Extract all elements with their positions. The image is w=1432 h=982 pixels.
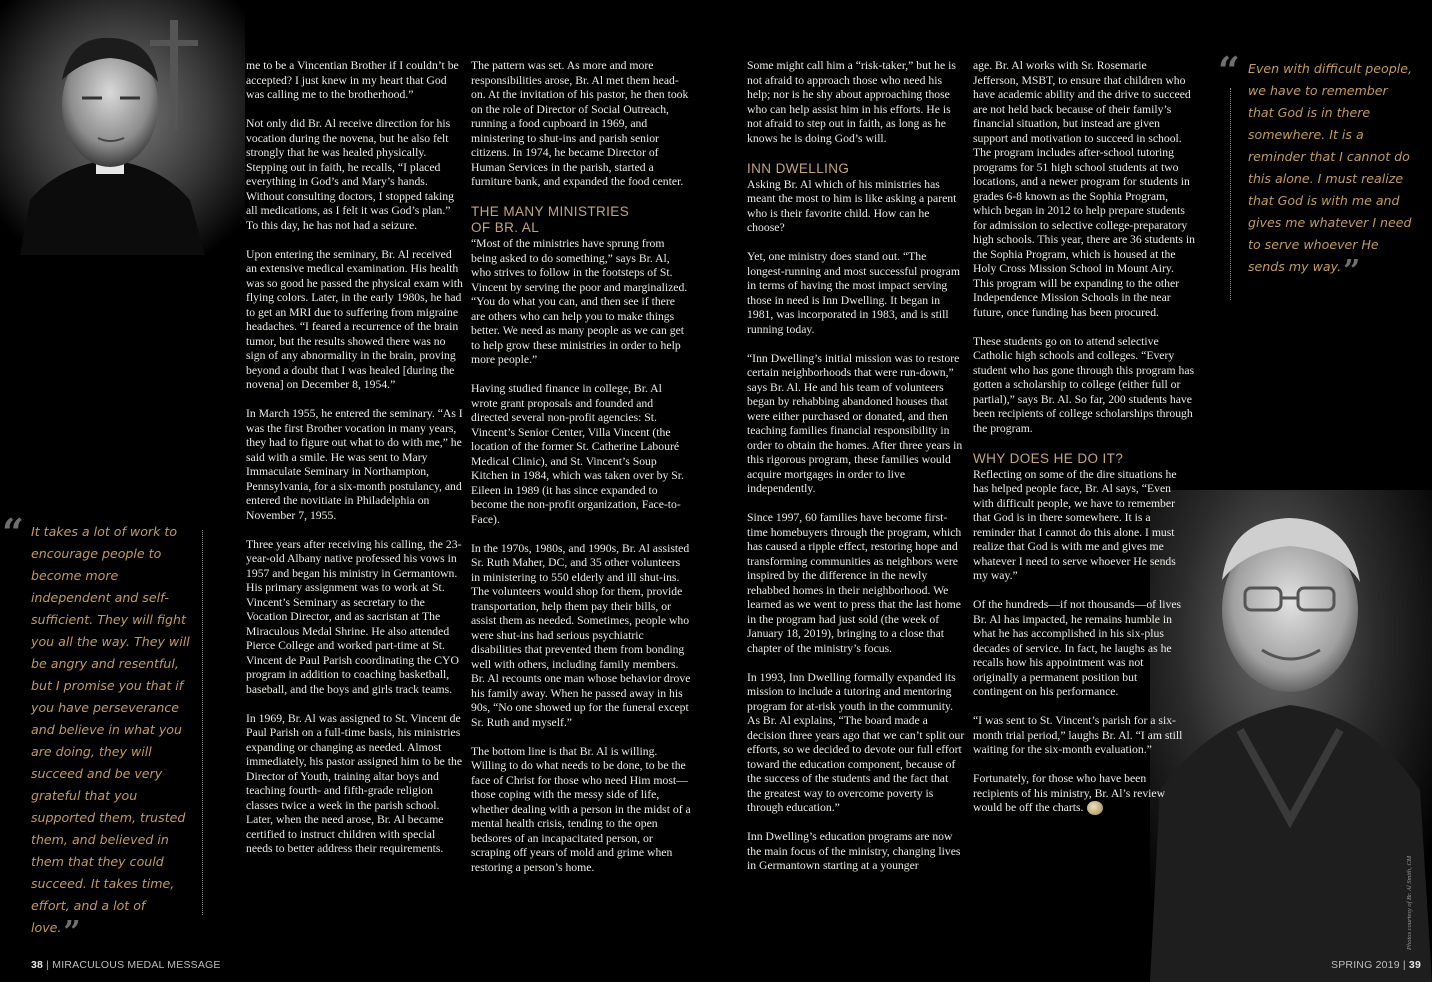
closing-paragraph: Fortunately, for those who have been recipients of his ministry, Br. Al’s review would be off the charts. [973, 772, 1166, 814]
paragraph: age. Br. Al works with Sr. Rosemarie Jefferson, MSBT, to ensure that children who have academic ability and the drive to succeed are not held back because of their family’s financial situation, but instead are given support and motivation to succeed in school. The program includes after-school tutoring programs for 51 high school students at two locations, and a newer program for students in grades 6-8 known as the Sophia Program, which began in 2012 to help prepare students for admission to selective college-preparatory high schools. This year, there are 36 students in the Sophia Program, which is housed at the Holy Cross Mission School in Mount Airy. This program will be expanding to the other Independence Mission Schools in the near future, once funding has been procured. [973, 59, 1195, 319]
footer-right [1331, 959, 1421, 971]
close-quote-mark-left: ” [63, 915, 81, 950]
paragraph: Inn Dwelling’s education programs are now the main focus of the ministry, changing lives in Germantown starting at a younger [747, 830, 961, 872]
paragraph: Yet, one ministry does stand out. “The longest-running and most successful program in terms of having the most impact serving those in need is Inn Dwelling. It began in 1981, was incorporated in 1983, and is still running today. [747, 250, 960, 336]
footer-separator: | [46, 959, 53, 971]
paragraph: Asking Br. Al which of his ministries has meant the most to him is like asking a parent who is their favorite child. How can he choose? [747, 177, 957, 234]
pull-quote-right-text: Even with difficult people, we have to remember that God is in there somewhere. It is a reminder that I cannot do this alone. I must realize that God is with me and gives me whatever I need to serve whoever He sends my way. [1248, 61, 1412, 274]
paragraph: Three years after receiving his calling, the 23-year-old Albany native professed his vows in 1957 and began his ministry in Germantown. His primary assignment was to work at St. Vincent’s Seminary as secretary to the Vocation Director, and as sacristan at The Miraculous Medal Shrine. He also attended Pierce College and worked part-time at St. Vincent de Paul Parish coordinating the CYO program in addition to coaching basketball, baseball, and the boys and girls track teams. [246, 537, 462, 696]
paragraph: “Most of the ministries have sprung from being asked to do something,” says Br. Al, who strives to follow in the footsteps of St. Vincent by serving the poor and marginalized. “You do what you can, and then see if there are others who can help you to make things better. We need as many people as we can get to help grow these ministries in order to help more people.” [471, 237, 688, 366]
footer-separator: | [1402, 959, 1409, 971]
paragraph: In 1993, Inn Dwelling formally expanded its mission to include a tutoring and mentoring program for at-risk youth in the community. As Br. Al explains, “The board made a decision three years ago that we can’t split our efforts, so we decided to devote our full effort toward the education component, because of the success of the students and the fact that the greatest way to overcome poverty is through education.” [747, 670, 965, 814]
footer-left [31, 959, 221, 971]
end-mark-icon [1087, 801, 1103, 815]
close-quote-mark-right: ” [1343, 254, 1361, 289]
paragraph: Of the hundreds—if not thousands—of lives Br. Al has impacted, he remains humble in what he has accomplished in his six-plus decades of service. In fact, he laughs as he recalls how his appointment was not originally a permanent position but contingent on his performance. [973, 598, 1182, 698]
section-heading-inn-dwelling: INN DWELLING [747, 160, 850, 176]
paragraph [973, 772, 1173, 816]
paragraph: In 1969, Br. Al was assigned to St. Vincent de Paul Parish on a full-time basis, his ministries expanding or changing as needed. Almost immediately, his pastor assigned him to be the Director of Youth, training altar boys and teaching fourth- and fifth-grade religion classes twice a week in the parish school. Later, when the need arose, Br. Al became certified to instruct children with special needs to better address their requirements. [246, 711, 463, 855]
issue-label: SPRING 2019 [1331, 959, 1400, 971]
open-quote-mark-left: “ [2, 510, 24, 555]
publication-title: MIRACULOUS MEDAL MESSAGE [52, 959, 221, 971]
paragraph: Upon entering the seminary, Br. Al received an extensive medical examination. His health was so good he passed the physical exam with flying colors. Later, in the early 1980s, he had to get an MRI due to suffering from migraine headaches. “I feared a recurrence of the brain tumor, but the results showed there was no sign of any abnormality in the brain, proving beyond a doubt that I was healed [during the novena] on December 8, 1954.” [246, 247, 463, 391]
paragraph: In the 1970s, 1980s, and 1990s, Br. Al assisted Sr. Ruth Maher, DC, and 35 other volunteers in ministering to 550 elderly and ill shut-ins. The volunteers would shop for them, provide transportation, help them pay their bills, or assist them as needed. Sometimes, people who were shut-ins had serious psychiatric disabilities that prevented them from bonding well with others, including family members. Br. Al recounts one man whose behavior drove his family away. When he passed away in his 90s, “No one showed up for the funeral except Sr. Ruth and myself.” [471, 541, 691, 729]
section-heading-why-does-he-do-it: WHY DOES HE DO IT? [973, 450, 1124, 466]
paragraph: Having studied finance in college, Br. Al wrote grant proposals and founded and directed several non-profit agencies: St. Vincent’s Senior Center, Villa Vincent (the location of the former St. Catherine Labouré Medical Clinic), and St. Vincent’s Soup Kitchen in 1984, which was taken over by Sr. Eileen in 1989 (it has since expanded to become the non-profit organization, Face-to-Face). [471, 382, 684, 526]
photo-young-brother-al [0, 0, 245, 255]
paragraph: Some might call him a “risk-taker,” but he is not afraid to approach those who need his help; nor is he shy about approaching those who can help assist him in his efforts. He is not afraid to step out in faith, as long as he knows he is doing God’s will. [747, 59, 956, 145]
pull-quote-left [31, 521, 196, 950]
photo-credit: Photos courtesy of Br. Al Smith, CM [1406, 855, 1413, 950]
paragraph: Since 1997, 60 families have become first-time homebuyers through the program, which has caused a ripple effect, restoring hope and transforming communities as neighbors were inspired by the difference in the newly rehabbed homes in their neighborhood. We learned as we went to press that the last home in the program had just sold (the week of January 18, 2019), bringing to a close that chapter of the ministry’s focus. [747, 511, 962, 655]
pull-quote-left-text: It takes a lot of work to encourage people to become more independent and self-sufficient. They will fight you all the way. They will be angry and resentful, but I promise you that if you have perseverance and believe in what you are doing, they will succeed and be very grateful that you supported them, trusted them, and believed in them that they could succeed. It takes time, effort, and a lot of love. [31, 524, 190, 935]
paragraph: me to be a Vincentian Brother if I couldn’t be accepted? I just knew in my heart that God was calling me to the brotherhood.” [246, 59, 459, 101]
paragraph: These students go on to attend selective Catholic high schools and colleges. “Every student who has gone through this program has gotten a scholarship to college (either full or partial),” says Br. Al. So far, 200 students have been recipients of college scholarships through the program. [973, 334, 1195, 435]
page-number-left: 38 [31, 959, 44, 971]
article-column-1 [246, 59, 464, 871]
paragraph: The bottom line is that Br. Al is willing. Willing to do what needs to be done, to be the face of Christ for those who need Him most—those coping with the messy side of life, whether dealing with a person in the midst of a mental health crisis, tending to the open bedsores of an incapacitated person, or scraping off years of mold and grime when restoring a person’s home. [471, 744, 691, 874]
article-column-4 [973, 59, 1195, 830]
quote-divider-left [202, 530, 203, 915]
section-heading-many-ministries: THE MANY MINISTRIES OF BR. AL [471, 204, 630, 235]
paragraph: “I was sent to St. Vincent’s parish for a six-month trial period,” laughs Br. Al. “I am still waiting for the six-month evaluation.” [973, 714, 1183, 756]
paragraph: In March 1955, he entered the seminary. “As I was the first Brother vocation in many years, they had to figure out what to do with me,” he said with a smile. He was sent to Mary Immaculate Seminary in Northampton, Pennsylvania, for a six-month postulancy, and entered the novitiate in Philadelphia on November 7, 1955. [246, 407, 463, 522]
pull-quote-right [1248, 58, 1413, 289]
paragraph: Not only did Br. Al receive direction for his vocation during the novena, but he also felt strongly that he was healed physically. Stepping out in faith, he recalls, “I placed everything in God’s and Mary’s hands. Without consulting doctors, I stopped taking all medications, as I felt it was God’s plan.” To this day, he has not had a seizure. [246, 117, 454, 232]
article-column-3 [747, 59, 965, 888]
article-column-2 [471, 59, 691, 890]
paragraph: Reflecting on some of the dire situations he has helped people face, Br. Al says, “Even with difficult people, we have to remember that God is in there somewhere. It is a reminder that I cannot do this alone. I must realize that God is with me and gives me whatever I need to serve whoever He sends my way.” [973, 467, 1177, 582]
open-quote-mark-right: “ [1218, 48, 1240, 93]
quote-divider-right [1230, 88, 1231, 300]
page-number-right: 39 [1408, 959, 1421, 971]
paragraph: The pattern was set. As more and more responsibilities arose, Br. Al met them head-on. At the invitation of his pastor, he then took on the role of Director of Social Outreach, running a food cupboard in 1969, and ministering to shut-ins and parish senior citizens. In 1974, he became Director of Human Services in the parish, started a furniture bank, and expanded the food center. [471, 59, 689, 188]
paragraph: “Inn Dwelling’s initial mission was to restore certain neighborhoods that were run-down,” says Br. Al. He and his team of volunteers began by rehabbing abandoned houses that were either purchased or donated, and then teaching families financial responsibility in order to obtain the homes. After three years in this rigorous program, these families would acquire mortgages in order to live independently. [747, 351, 963, 495]
